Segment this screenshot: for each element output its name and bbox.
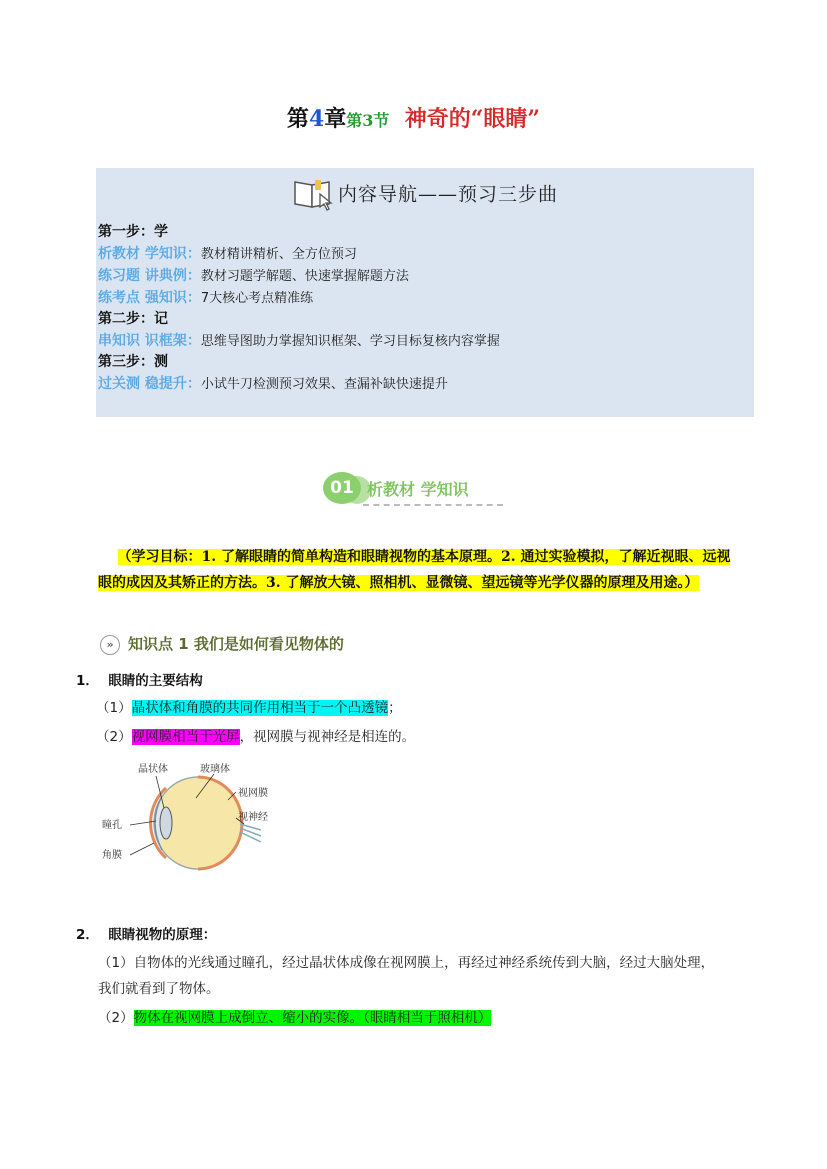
label-cornea: 角膜 (102, 850, 122, 861)
nav-row-desc: 教材精讲精析、全方位预习 (200, 247, 357, 262)
chapter-suffix: 章 (324, 106, 347, 132)
knowledge-point-heading (100, 633, 344, 655)
lens-shape (160, 807, 172, 839)
nav-row-key: 析教材 学知识： (98, 246, 201, 262)
section-number: 3 (362, 111, 374, 130)
objective-line: 眼的成因及其矫正的方法。3. 了解放大镜、照相机、显微镜、望远镜等光学仪器的原理及用途。） (98, 575, 699, 591)
knowledge-point-title: 知识点 1 我们是如何看见物体的 (128, 635, 344, 653)
nav-row-key: 练考点 强知识： (98, 290, 201, 306)
learning-objectives (98, 544, 758, 596)
label-pupil: 瞳孔 (102, 820, 122, 831)
step-two: 第二步：记 (98, 311, 168, 327)
section-suffix: 节 (373, 111, 390, 130)
highlighted-text: 物体在视网膜上成倒立、缩小的实像。（眼睛相当于照相机） (133, 1010, 492, 1026)
chapter-prefix: 第 (286, 106, 309, 132)
label-vitreous: 玻璃体 (200, 764, 230, 775)
step-one: 第一步：学 (98, 224, 168, 240)
section-heading (76, 669, 203, 689)
item-number: （2） (96, 729, 132, 745)
label-retina: 视网膜 (238, 788, 268, 799)
section-prefix: 第 (346, 111, 363, 130)
objective-line: （学习目标：1. 了解眼睛的简单构造和眼睛视物的基本原理。2. 通过实验模拟，了解近视眼、远视 (117, 549, 731, 565)
step-three: 第三步：测 (98, 354, 168, 370)
paragraph-end: ； (388, 700, 402, 716)
banner-number: 01 (323, 472, 361, 504)
page-title (0, 102, 827, 133)
banner-title: 析教材 学知识 (367, 480, 469, 499)
nav-row (98, 288, 313, 309)
nav-row-desc: 教材习题学解题、快速掌握解题方法 (200, 269, 409, 284)
nav-row-desc: 小试牛刀检测预习效果、查漏补缺快速提升 (200, 377, 448, 392)
highlighted-text: 晶状体和角膜的共同作用相当于一个凸透镜 (131, 700, 389, 716)
section-title: 眼睛的主要结构 (108, 673, 203, 689)
paragraph: 我们就看到了物体。 (98, 981, 220, 997)
nav-row-key: 过关测 稳提升： (98, 376, 201, 392)
paragraph-end: ，视网膜与视神经是相连的。 (239, 729, 416, 745)
nav-row (98, 244, 357, 265)
eye-structure-diagram (96, 758, 296, 888)
banner-divider (363, 504, 503, 506)
paragraph (96, 725, 415, 745)
nav-row-key: 练习题 讲典例： (98, 268, 201, 284)
book-pointer-icon (292, 174, 336, 217)
item-number: （2） (98, 1010, 134, 1026)
paragraph (96, 696, 402, 716)
nav-row (98, 266, 409, 287)
section-heading (76, 923, 216, 943)
nav-heading-text: 内容导航——预习三步曲 (337, 183, 558, 206)
nav-heading (96, 174, 754, 217)
section-banner (323, 472, 508, 512)
lesson-name: 神奇的“眼睛” (404, 106, 541, 132)
nav-row (98, 331, 500, 352)
section-number: 2． (76, 927, 99, 943)
label-lens: 晶状体 (138, 764, 168, 775)
double-chevron-icon: » (100, 635, 120, 655)
paragraph: （1）自物体的光线通过瞳孔，经过晶状体成像在视网膜上，再经过神经系统传到大脑，经过大脑处理， (98, 955, 715, 971)
section-number: 1． (76, 673, 99, 689)
item-number: （1） (96, 700, 132, 716)
nav-row (98, 374, 448, 395)
chapter-number: 4 (308, 106, 325, 132)
nav-row-key: 串知识 识框架： (98, 333, 201, 349)
label-optic-nerve: 视神经 (238, 812, 268, 823)
section-title: 眼睛视物的原理： (108, 927, 217, 943)
nav-row-desc: 思维导图助力掌握知识框架、学习目标复核内容掌握 (200, 334, 500, 349)
nav-row-desc: 7大核心考点精准练 (200, 291, 314, 306)
content-navigation-box (96, 168, 754, 417)
highlighted-text: 视网膜相当于光屏 (131, 729, 240, 745)
paragraph (98, 1006, 491, 1026)
